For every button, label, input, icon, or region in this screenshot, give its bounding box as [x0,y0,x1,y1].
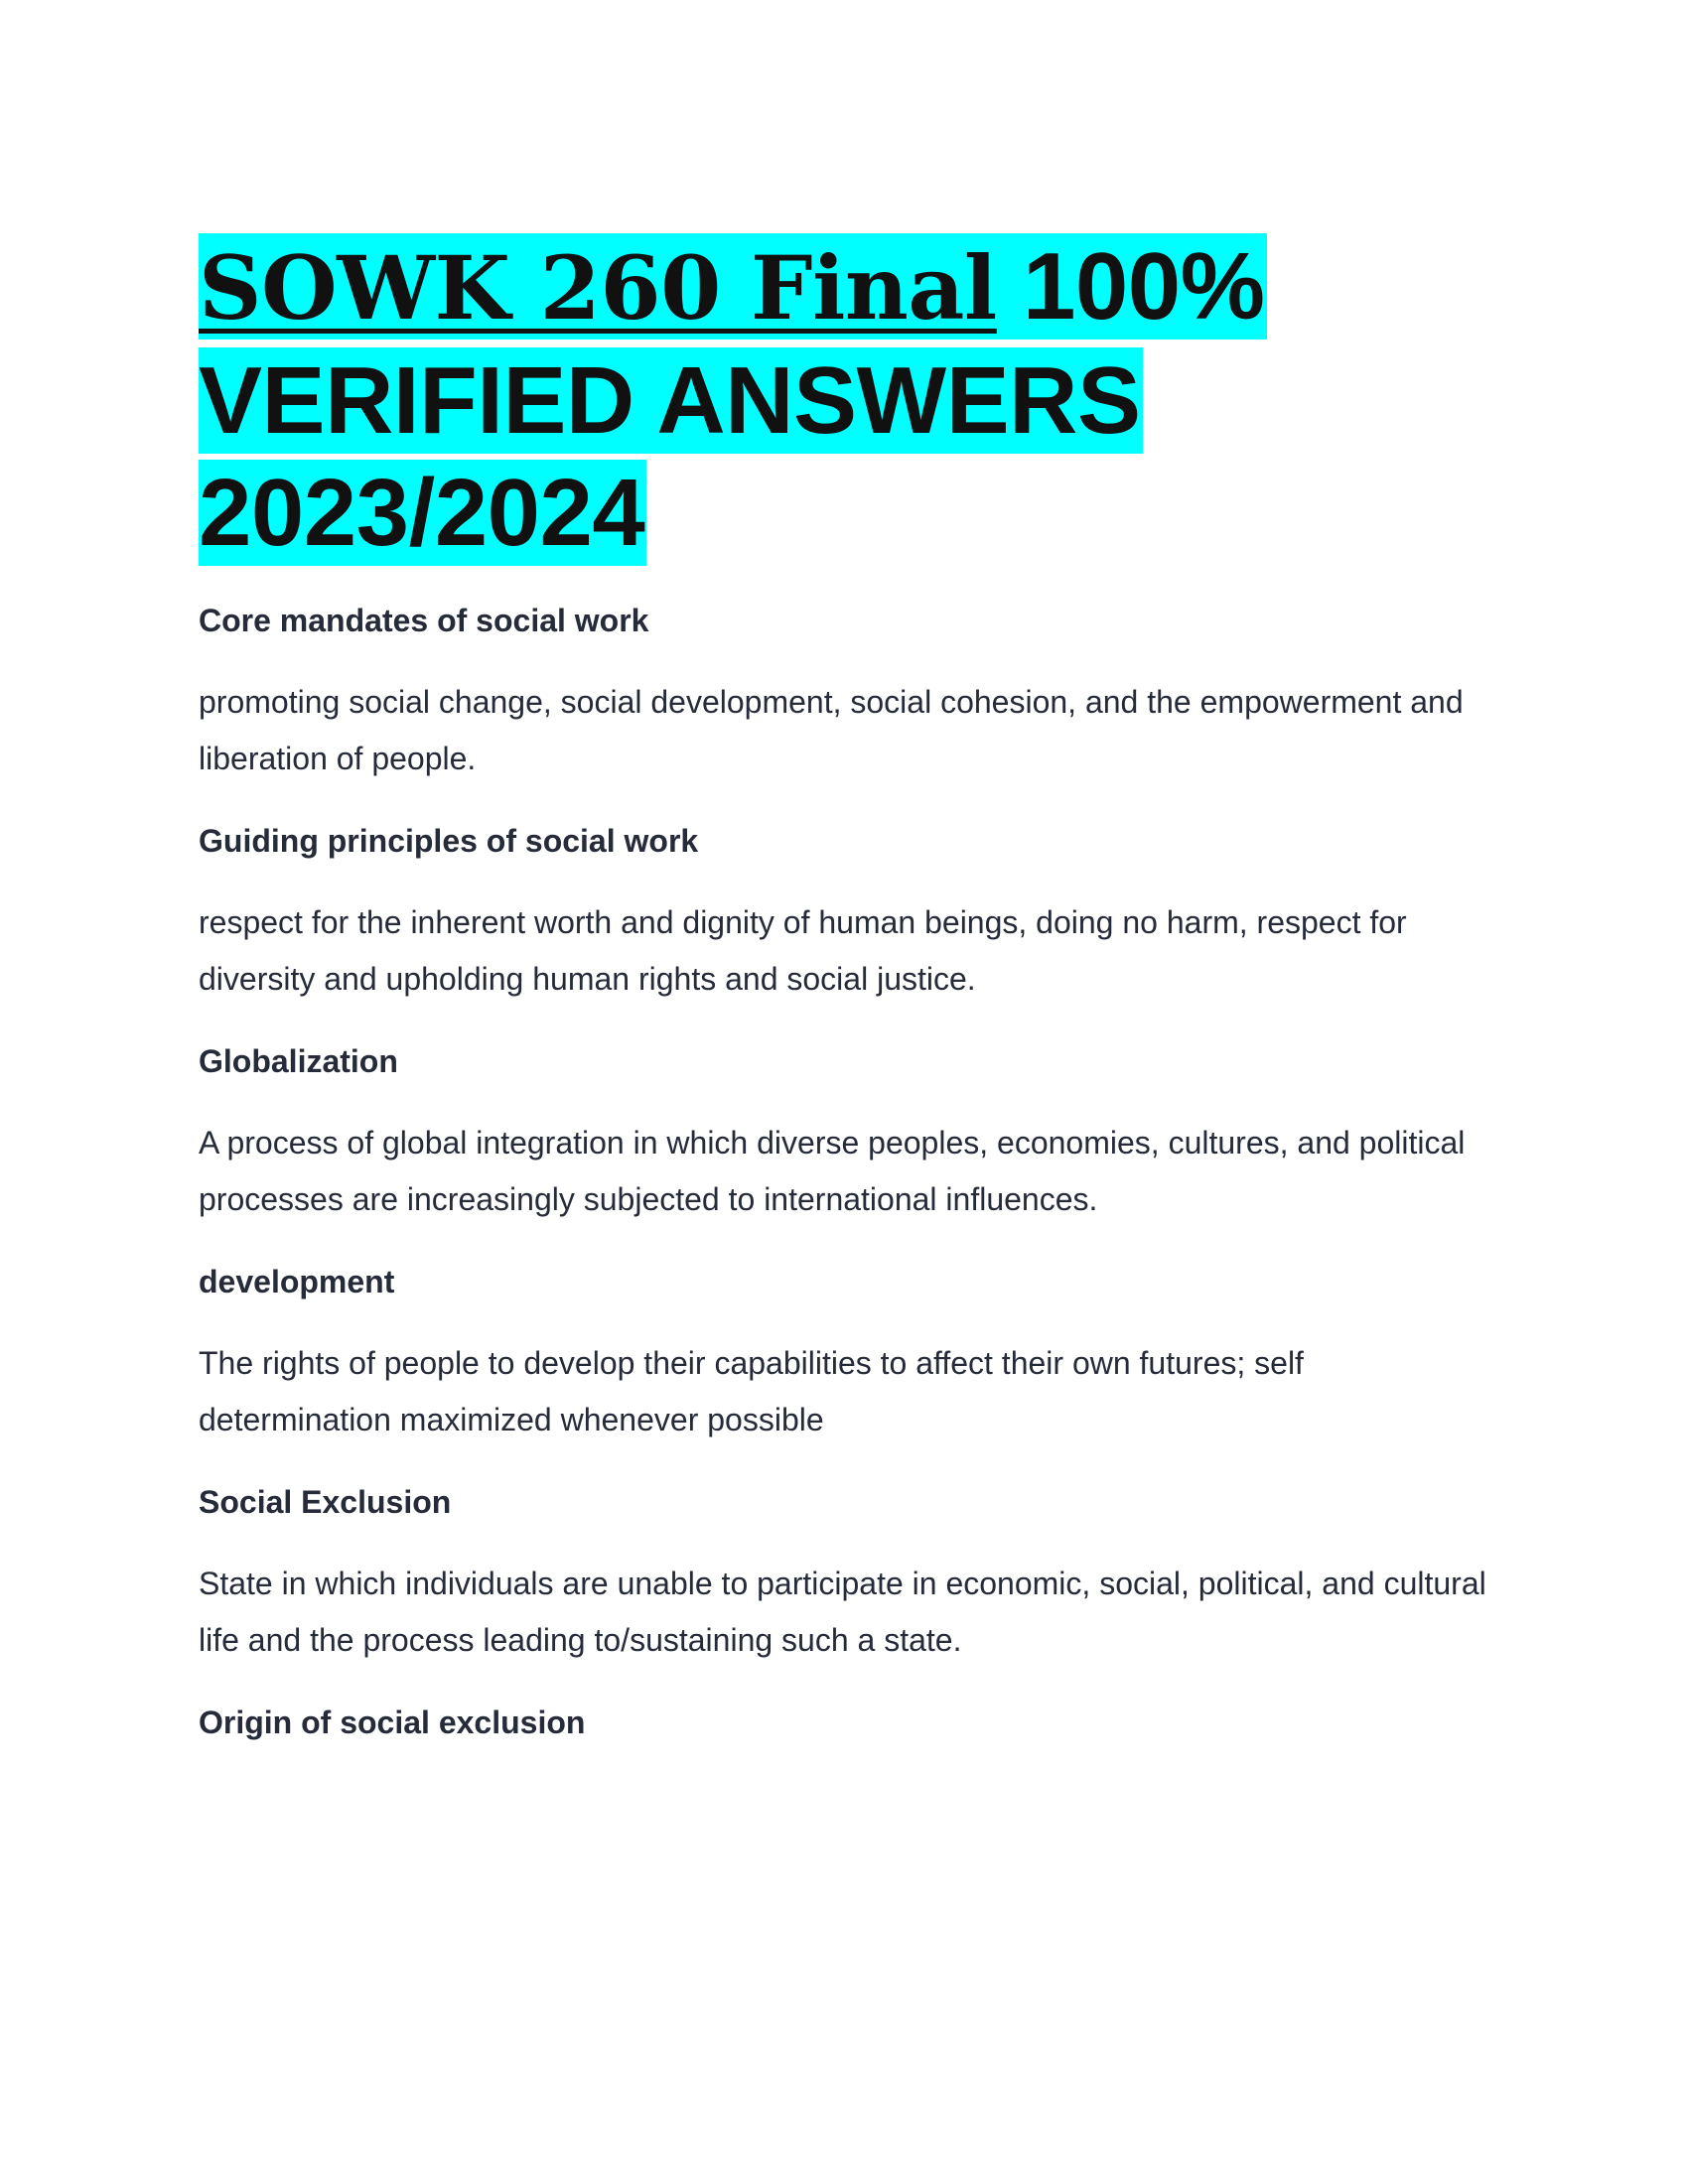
document-title [199,230,1489,569]
qa-list [199,601,1489,1742]
title-course-code: SOWK 260 Final [199,236,997,340]
qa-entry [199,1262,1489,1448]
qa-entry [199,1703,1489,1742]
answer-definition: The rights of people to develop their capabilities to affect their own futures; self determination maximized whenever possible [199,1345,1304,1437]
title-highlight [199,233,1267,566]
question-term: Core mandates of social work [199,603,649,638]
question-term: Origin of social exclusion [199,1705,586,1740]
answer-definition: promoting social change, social development, social cohesion, and the empowerment and liberation of people. [199,684,1464,776]
question-term: development [199,1264,395,1299]
answer-definition: respect for the inherent worth and dignity of human beings, doing no harm, respect for diversity and upholding human rights and social justice. [199,904,1407,997]
qa-entry [199,1482,1489,1669]
title-subtitle: 100% VERIFIED ANSWERS 2023/2024 [199,233,1265,566]
qa-entry [199,1041,1489,1228]
document-page [199,230,1489,1776]
qa-entry [199,601,1489,787]
question-term: Social Exclusion [199,1484,452,1520]
question-term: Globalization [199,1043,398,1079]
answer-definition: A process of global integration in which diverse peoples, economies, cultures, and political processes are increasingly subjected to international influences. [199,1125,1466,1217]
answer-definition: State in which individuals are unable to participate in economic, social, political, and cultural life and the process leading to/sustaining such a state. [199,1566,1486,1658]
qa-entry [199,821,1489,1008]
question-term: Guiding principles of social work [199,823,699,859]
